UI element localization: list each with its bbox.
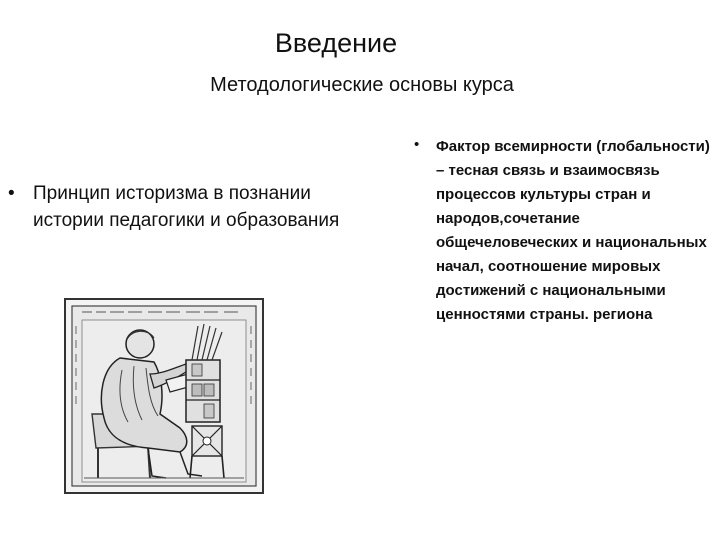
bullet-globality [414,135,716,327]
slide-title [0,28,720,59]
bullet-marker: • [8,183,15,204]
slide-subtitle-text: Методологические основы курса [210,74,514,96]
slide-title-text: Введение [274,28,398,58]
bullet-marker: • [414,136,420,153]
scholar-relief-carving-icon [62,296,266,496]
bullet-historicism-text: Принцип историзма в познании истории педагогики и образования [33,183,340,231]
scholar-relief-image [62,296,266,496]
bullet-historicism [8,180,353,234]
bullet-globality-text: Фактор всемирности (глобальности) – тесная связь и взаимосвязь процессов культуры стран и народов,сочетание общечеловеческих и национальных начал, соотношение мировых достижений с национальными ценностями страны. региона [436,138,710,323]
slide-subtitle [0,74,720,97]
